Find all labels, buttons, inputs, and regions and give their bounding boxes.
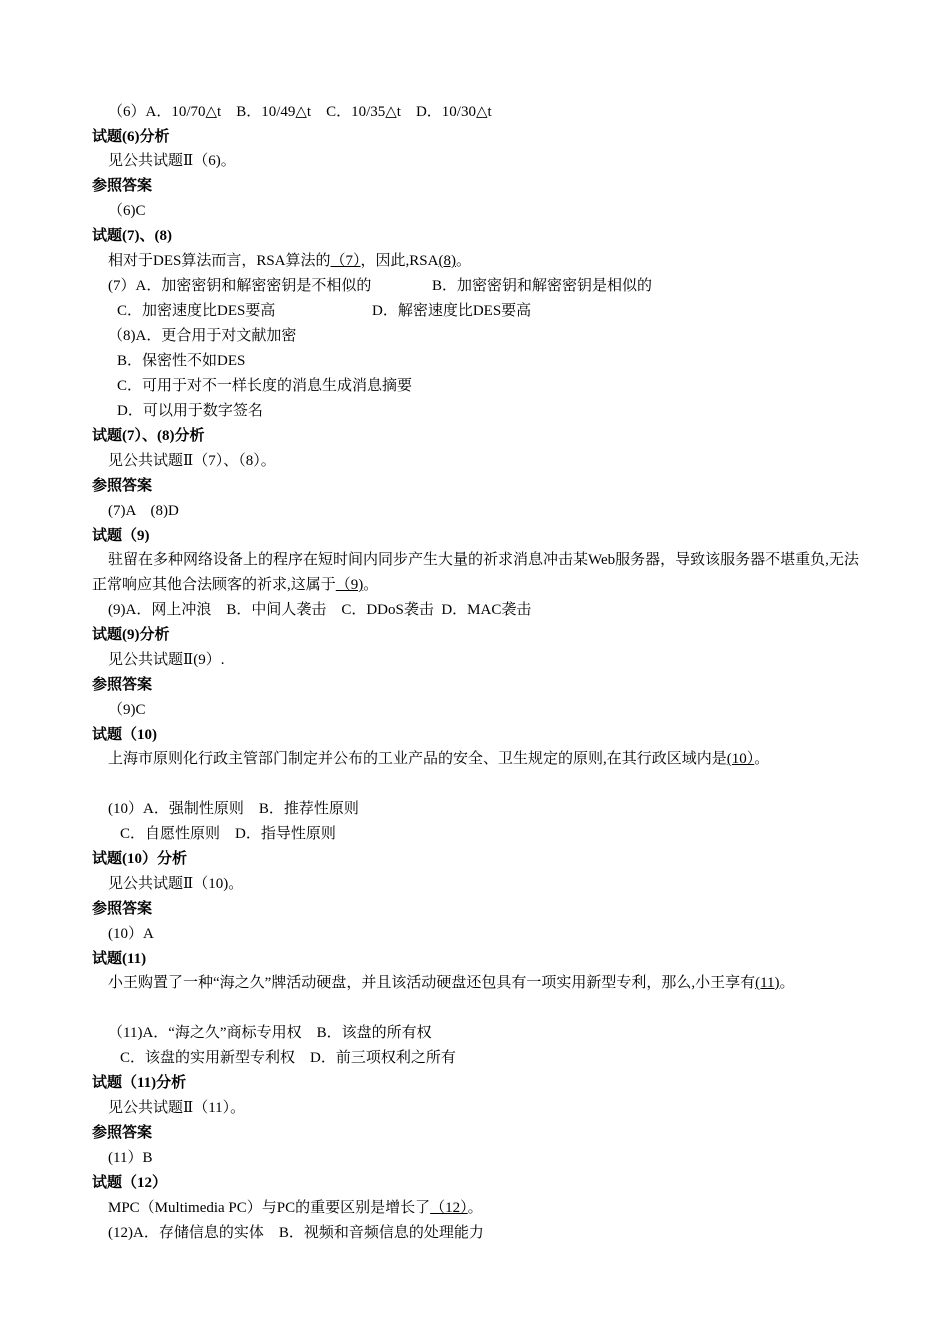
q9-options: (9)A．网上冲浪 B．中间人袭击 C．DDoS袭击 D．MAC袭击 [108,602,532,618]
q7-8-stem-part-b: ，因此,RSA [360,253,439,269]
q11-stem-part-b: 。 [779,975,795,991]
q7-option-a: (7）A．加密密钥和解密密钥是不相似的 [108,278,372,294]
q12-stem-part-b: 。 [467,1200,483,1216]
q7-option-b: B．加密密钥和解密密钥是相似的 [432,278,653,294]
q12-blank: （12） [430,1200,468,1216]
q11-stem [92,971,862,996]
q12-stem-part-a: MPC（Multimedia PC）与PC的重要区别是增长了 [108,1200,431,1216]
q10-stem-part-a: 上海市原则化行政主管部门制定并公布的工业产品的安全、卫生规定的原则,在其行政区域内是 [108,751,727,767]
q9-analysis-text: 见公共试题Ⅱ(9）. [108,652,225,668]
q10-options-cd: C．自愿性原则 D．指导性原则 [120,826,336,842]
q7-8-answer-text: (7)A (8)D [108,503,179,519]
q9-stem [92,548,862,598]
q6-options: （6）A．10/70△t B．10/49△t C．10/35△t D．10/30△t [108,104,492,120]
q11-analysis-heading: 试题（11)分析 [92,1075,187,1091]
q12-stem [108,1198,483,1218]
q11-options-ab: （11)A．“海之久”商标专用权 B．该盘的所有权 [108,1025,432,1041]
q6-analysis-text: 见公共试题Ⅱ（6)。 [108,153,236,169]
q11-heading: 试题(11) [92,951,147,967]
q8-blank: (8) [438,253,456,269]
q7-8-answer-heading: 参照答案 [92,478,153,494]
q10-stem [92,747,862,772]
q9-analysis-heading: 试题(9)分析 [92,627,170,643]
q11-analysis-text: 见公共试题Ⅱ（11）。 [108,1100,246,1116]
q10-options-ab: (10）A．强制性原则 B．推荐性原则 [108,801,359,817]
q7-8-stem-part-c: 。 [455,253,471,269]
q10-analysis-text: 见公共试题Ⅱ（10)。 [108,876,244,892]
q7-option-d: D．解密速度比DES要高 [372,303,532,319]
q8-option-a: （8)A．更合用于对文献加密 [108,328,297,344]
q6-analysis-heading: 试题(6)分析 [92,129,170,145]
q10-answer-heading: 参照答案 [92,901,153,917]
q7-option-c: C．加密速度比DES要高 [117,303,276,319]
q11-answer-heading: 参照答案 [92,1125,153,1141]
q12-options-ab: (12)A．存储信息的实体 B．视频和音频信息的处理能力 [108,1225,484,1241]
q10-analysis-heading: 试题(10）分析 [92,851,187,867]
q9-answer-text: （9)C [108,702,146,718]
q11-answer-text: (11）B [108,1150,153,1166]
q10-blank: (10） [726,751,755,767]
q8-option-b: B．保密性不如DES [117,353,246,369]
q8-option-c: C．可用于对不一样长度的消息生成消息摘要 [117,378,413,394]
q9-answer-heading: 参照答案 [92,677,153,693]
q9-stem-part-b: 。 [363,577,379,593]
q12-heading: 试题（12） [92,1175,168,1191]
q10-answer-text: (10）A [108,926,154,942]
q7-8-stem [108,251,471,271]
q10-stem-part-b: 。 [754,751,770,767]
q8-option-d: D．可以用于数字签名 [117,403,263,419]
q10-heading: 试题（10) [92,727,157,743]
q11-blank: (11) [755,975,780,991]
q7-8-analysis-heading: 试题(7）、(8)分析 [92,428,205,444]
q7-8-heading: 试题(7)、(8) [92,228,172,244]
q7-blank: （7） [330,253,361,269]
q11-stem-part-a: 小王购置了一种“海之久”牌活动硬盘，并且该活动硬盘还包具有一项实用新型专利，那么,小王享有 [108,975,756,991]
q7-8-analysis-text: 见公共试题Ⅱ（7）、（8）。 [108,453,276,469]
q9-stem-part-a: 驻留在多种网络设备上的程序在短时间内同步产生大量的祈求消息冲击某Web服务器，导致该服务器不堪重负,无法正常响应其他合法顾客的祈求,这属于 [92,552,859,593]
q9-blank: （9) [335,577,364,593]
q11-options-cd: C．该盘的实用新型专利权 D．前三项权利之所有 [120,1050,456,1066]
q6-answer-text: （6)C [108,203,146,219]
q7-8-stem-part-a: 相对于DES算法而言，RSA算法的 [108,253,331,269]
q6-answer-heading: 参照答案 [92,178,153,194]
q9-heading: 试题（9) [92,528,150,544]
